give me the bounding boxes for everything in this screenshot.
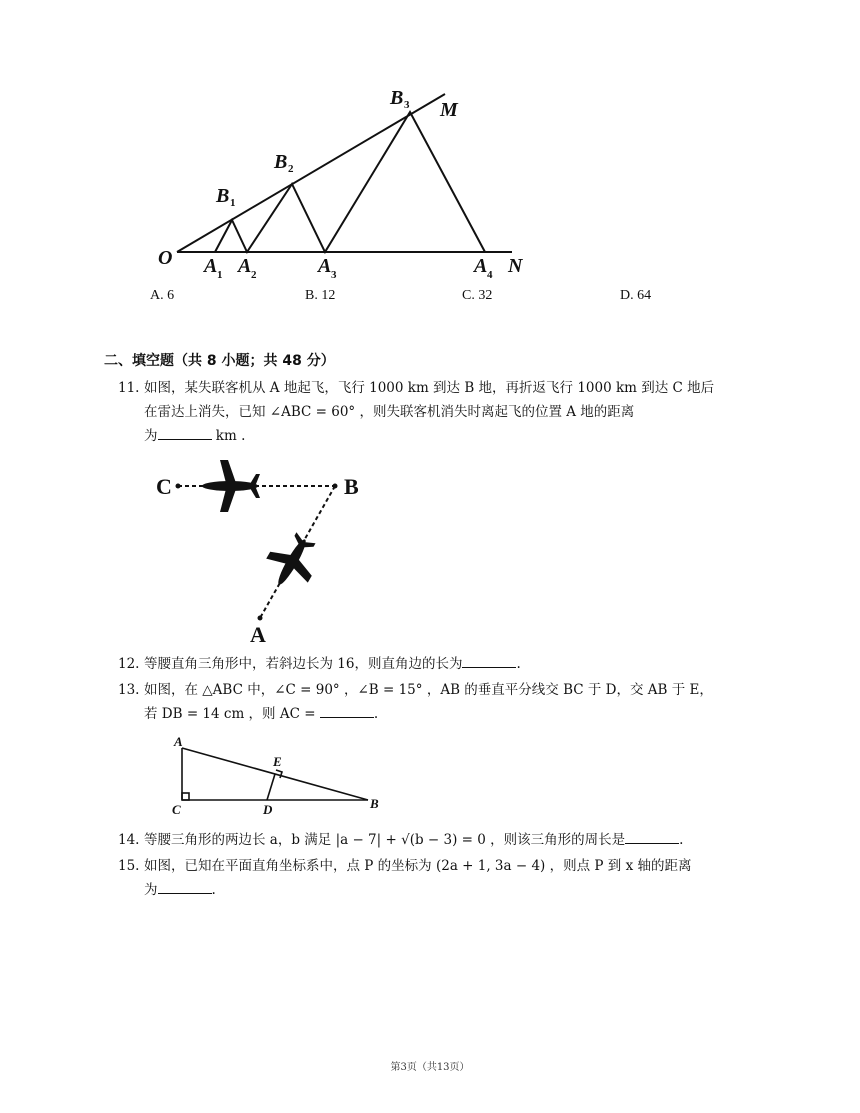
label-N: N — [508, 255, 523, 277]
question-text-line2: 为 — [144, 882, 158, 898]
label-B2-sub: 2 — [288, 163, 294, 175]
label-A1: A — [204, 255, 218, 277]
label-A3-sub: 3 — [331, 269, 337, 281]
answer-blank[interactable] — [320, 703, 374, 718]
question-number: 11. — [118, 380, 140, 396]
question-text-line2-end: . — [211, 882, 216, 898]
option-c: C. 32 — [462, 288, 493, 303]
airplane-icon — [202, 460, 260, 512]
answer-blank[interactable] — [462, 653, 516, 668]
label-B3-sub: 3 — [404, 99, 410, 111]
label-A2: A — [238, 255, 252, 277]
question-text-line1: 如图，已知在平面直角坐标系中，点 P 的坐标为 (2a + 1, 3a − 4) ，则点 P 到 x 轴的距离 — [144, 858, 692, 874]
question-number: 14. — [118, 832, 140, 848]
question-text-line3-post: km . — [211, 428, 246, 444]
label-B: B — [370, 796, 379, 811]
answer-blank[interactable] — [625, 829, 679, 844]
right-angle-mark-C — [182, 793, 189, 800]
right-triangle-figure — [160, 730, 400, 820]
page-footer: 第3页（共13页） — [390, 1062, 470, 1073]
question-number: 13. — [118, 682, 140, 698]
label-C: C — [172, 802, 181, 817]
label-B3: B — [390, 87, 404, 109]
label-O: O — [158, 247, 173, 269]
answer-blank[interactable] — [158, 879, 212, 894]
question-number: 15. — [118, 858, 140, 874]
question-11 — [118, 376, 714, 448]
question-14 — [118, 828, 683, 852]
label-B1: B — [216, 185, 230, 207]
label-A4-sub: 4 — [487, 269, 493, 281]
question-text-line2: 在雷达上消失，已知 ∠ABC = 60° ，则失联客机消失时离起飞的位置 A 地的距离 — [144, 404, 635, 420]
label-A2-sub: 2 — [251, 269, 257, 281]
point-B — [333, 484, 338, 489]
question-text: 等腰三角形的两边长 a，b 满足 |a − 7| + √(b − 3) = 0 ，则该三角形的周长是 — [144, 832, 626, 848]
label-A3: A — [318, 255, 332, 277]
zigzag-path — [215, 112, 485, 252]
question-text-line3-pre: 为 — [144, 428, 158, 444]
question-text-end: . — [516, 656, 521, 672]
plane-route-figure — [150, 455, 380, 645]
answer-blank[interactable] — [158, 425, 212, 440]
label-B1-sub: 1 — [230, 197, 236, 209]
question-12 — [118, 652, 521, 676]
label-B: B — [344, 474, 359, 499]
question-15 — [118, 854, 691, 902]
label-M: M — [440, 99, 458, 121]
label-A: A — [174, 734, 183, 749]
question-number: 12. — [118, 656, 140, 672]
question-text-line1: 如图，某失联客机从 A 地起飞，飞行 1000 km 到达 B 地，再折返飞行 1000 km 到达 C 地后 — [144, 380, 715, 396]
point-A — [258, 616, 263, 621]
point-C — [176, 484, 181, 489]
segment-DE — [267, 774, 275, 800]
label-E: E — [273, 754, 282, 769]
option-d: D. 64 — [620, 288, 652, 303]
question-text-line2: 若 DB = 14 cm ，则 AC = — [144, 706, 320, 722]
airplane-icon — [258, 526, 327, 597]
label-B2: B — [274, 151, 288, 173]
question-text-line2-end: . — [373, 706, 379, 722]
question-text-end: . — [679, 832, 684, 848]
label-A4: A — [474, 255, 488, 277]
question-13 — [118, 678, 713, 726]
label-C: C — [156, 474, 172, 499]
question-text: 等腰直角三角形中，若斜边长为 16，则直角边的长为 — [144, 656, 463, 672]
option-b: B. 12 — [305, 288, 336, 303]
option-a: A. 6 — [150, 288, 175, 303]
question-text-line1: 如图，在 △ABC 中，∠C = 90° ，∠B = 15° ，AB 的垂直平分线交 BC 于 D，交 AB 于 E， — [144, 682, 713, 698]
zigzag-triangles-figure — [140, 80, 540, 285]
ray-OM — [177, 94, 445, 252]
label-A1-sub: 1 — [217, 269, 223, 281]
label-D: D — [263, 802, 273, 817]
label-A: A — [250, 622, 266, 645]
section-heading: 二、填空题（共 8 小题；共 48 分） — [104, 353, 335, 369]
